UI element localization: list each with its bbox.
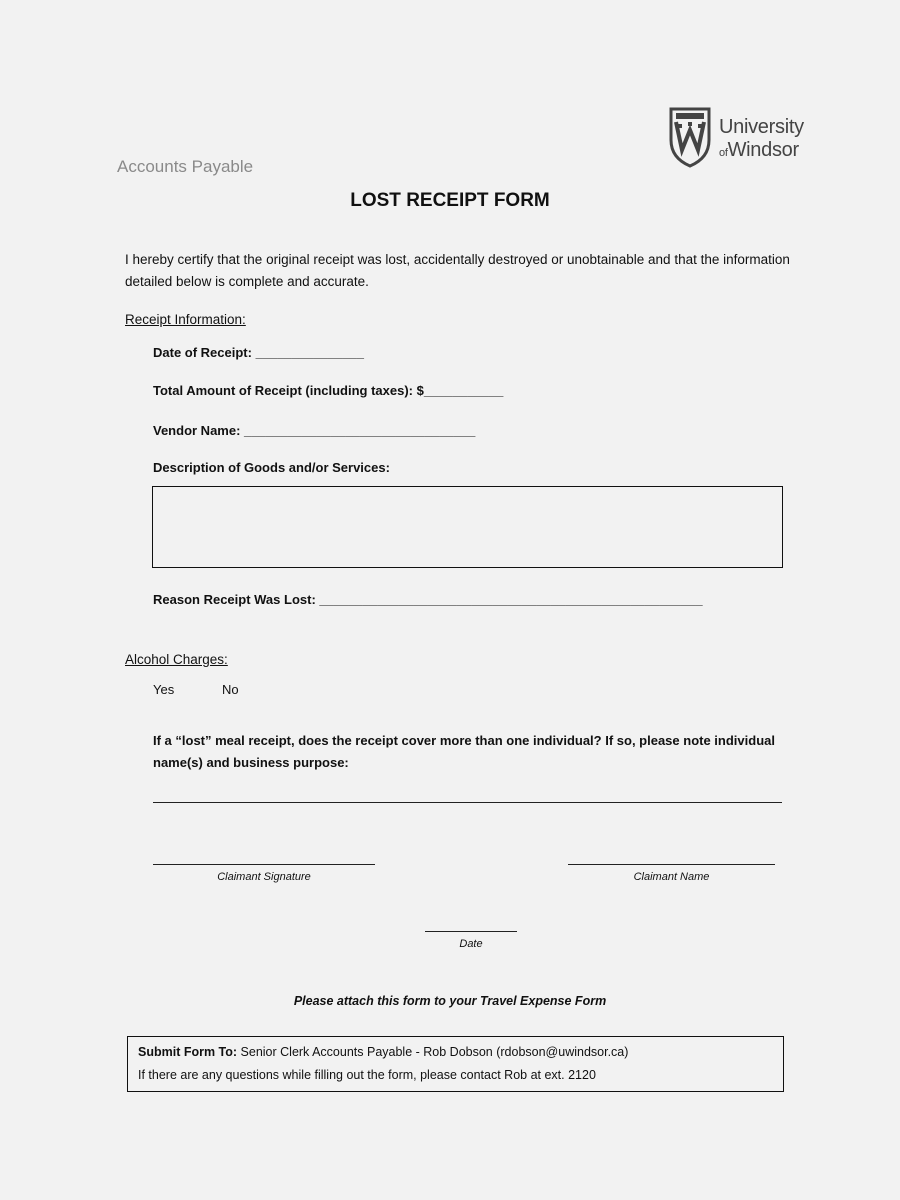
date-of-receipt-field[interactable]: Date of Receipt: _______________ [153,345,365,360]
submit-recipient-line [138,1045,628,1059]
submit-label: Submit Form To: [138,1045,238,1059]
claimant-signature-line[interactable] [153,864,375,865]
submit-recipient: Senior Clerk Accounts Payable - Rob Dobson (rdobson@uwindsor.ca) [237,1045,629,1059]
reason-lost-field[interactable]: Reason Receipt Was Lost: _____________________________________________________ [153,592,703,607]
date-line[interactable] [425,931,517,932]
alcohol-no-option[interactable]: No [222,682,239,697]
form-title: LOST RECEIPT FORM [350,190,550,211]
description-textbox[interactable] [152,486,783,568]
logo-text-university: University [719,116,804,138]
certification-text: I hereby certify that the original receipt was lost, accidentally destroyed or unobtainable and that the information detailed below is complete and accurate. [125,252,790,289]
university-logo [668,106,818,170]
shield-crest-icon [668,106,712,168]
receipt-info-heading: Receipt Information: [125,312,246,327]
logo-text-windsor: ofWindsor [719,139,799,161]
total-amount-field[interactable]: Total Amount of Receipt (including taxes): $___________ [153,383,504,398]
alcohol-heading: Alcohol Charges: [125,652,228,667]
claimant-name-label: Claimant Name [633,871,710,883]
submit-info-box [127,1036,784,1092]
individual-names-line[interactable] [153,802,782,803]
description-label: Description of Goods and/or Services: [153,460,390,475]
date-label: Date [459,938,483,950]
submit-questions-line: If there are any questions while filling out the form, please contact Rob at ext. 2120 [138,1068,596,1082]
claimant-signature-label: Claimant Signature [217,871,311,883]
meal-receipt-question: If a “lost” meal receipt, does the receipt cover more than one individual? If so, please note individual name(s) and business purpose: [153,733,775,770]
attach-note: Please attach this form to your Travel Expense Form [293,994,607,1008]
department-label: Accounts Payable [117,157,254,176]
alcohol-yes-option[interactable]: Yes [153,682,175,697]
vendor-name-field[interactable]: Vendor Name: ________________________________ [153,423,476,438]
claimant-name-line[interactable] [568,864,775,865]
